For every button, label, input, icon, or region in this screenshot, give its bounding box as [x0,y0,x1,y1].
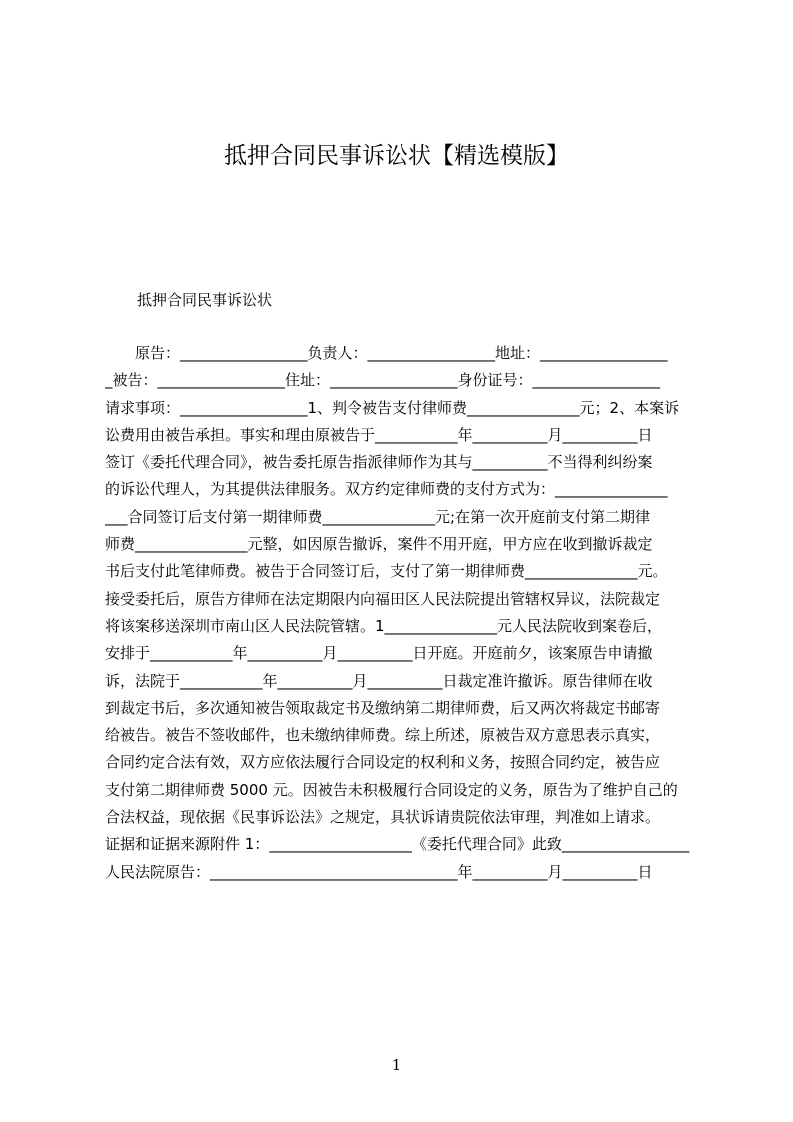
document-subtitle: 抵押合同民事诉讼状 [137,291,273,309]
complaint-body [105,340,697,886]
body-line: 接受委托后，原告方律师在法定期限内向福田区人民法院提出管辖权异议，法院裁定 [105,589,661,608]
body-line: _被告：_________________住址：_________________身份证号：_________________ [105,371,661,390]
body-line: 讼费用由被告承担。事实和理由原被告于___________年__________月__________日 [105,425,653,444]
body-line: 给被告。被告不签收邮件，也未缴纳律师费。综上所述，原被告双方意思表示真实， [105,726,661,745]
body-line: 请求事项：_________________1、判令被告支付律师费_______________元；2、本案诉 [105,398,680,417]
document-title: 抵押合同民事诉讼状【精选模版】 [224,143,569,169]
body-line: 安排于___________年__________月__________日开庭。开庭前夕，该案原告申请撤 [105,644,653,663]
body-line: 的诉讼代理人，为其提供法律服务。双方约定律师费的支付方式为：_______________ [105,480,668,499]
body-line: 师费_______________元整，如因原告撤诉，案件不用开庭，甲方应在收到撤诉裁定 [105,535,653,554]
page-number: 1 [391,1056,402,1074]
body-line: 到裁定书后，多次通知被告领取裁定书及缴纳第二期律师费，后又两次将裁定书邮寄 [105,698,661,717]
body-line: 书后支付此笔律师费。被告于合同签订后，支付了第一期律师费_______________元。 [105,562,668,581]
body-line: 合同约定合法有效，双方应依法履行合同设定的权利和义务，按照合同约定，被告应 [105,753,661,772]
body-line: 人民法院原告：_________________________________年__________月__________日 [105,862,653,881]
body-line: ___合同签订后支付第一期律师费_______________元;在第一次开庭前支付第二期律 [105,507,651,526]
body-line: 将该案移送深圳市南山区人民法院管辖。1_______________元人民法院收到案卷后， [105,616,663,635]
body-line: 合法权益，现依据《民事诉讼法》之规定，具状诉请贵院依法审理，判准如上请求。 [105,808,661,827]
body-line: 支付第二期律师费 5000 元。因被告未积极履行合同设定的义务，原告为了维护自己的 [105,780,678,799]
body-line: 诉，法院于___________年__________月__________日裁定准许撤诉。原告律师在收 [105,671,653,690]
body-line: 证据和证据来源附件 1：___________________《委托代理合同》此致_________________ [105,835,690,854]
body-line: 原告：_________________负责人：_________________地址：_________________ [105,344,668,362]
body-line: 签订《委托代理合同》，被告委托原告指派律师作为其与__________不当得利纠纷案 [105,453,653,472]
